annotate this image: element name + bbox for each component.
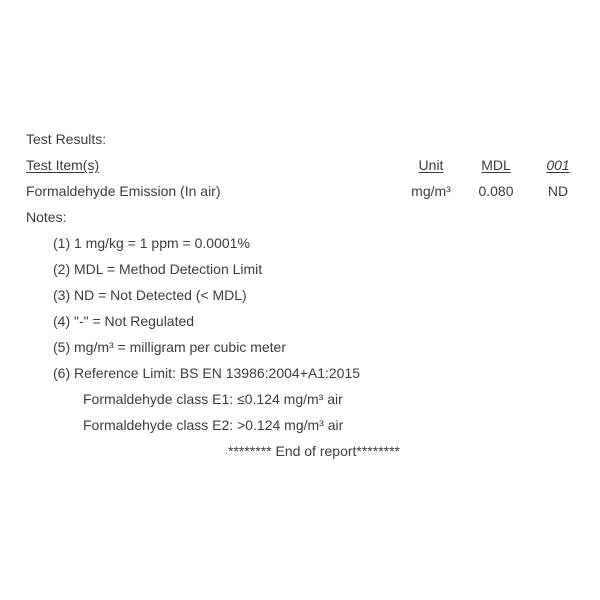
note-item-3: (3) ND = Not Detected (< MDL) [53, 287, 247, 303]
note-item-2: (2) MDL = Method Detection Limit [53, 261, 263, 277]
column-header-test-items: Test Item(s) [26, 157, 100, 173]
test-item-name: Formaldehyde Emission (In air) [26, 183, 221, 199]
column-header-mdl: MDL [481, 157, 511, 173]
table-row [0, 178, 600, 204]
notes-title: Notes: [26, 209, 67, 225]
reference-limit-class-e2: Formaldehyde class E2: >0.124 mg/m³ air [83, 417, 344, 433]
note-item-1: (1) 1 mg/kg = 1 ppm = 0.0001% [53, 235, 250, 251]
test-item-result: ND [547, 183, 569, 199]
column-header-unit: Unit [418, 157, 444, 173]
note-item-6: (6) Reference Limit: BS EN 13986:2004+A1:2015 [53, 365, 361, 381]
note-item-5: (5) mg/m³ = milligram per cubic meter [53, 339, 286, 355]
test-item-mdl: 0.080 [478, 183, 514, 199]
section-title: Test Results: [26, 131, 107, 147]
report-content [0, 126, 600, 464]
reference-limit-class-e1: Formaldehyde class E1: ≤0.124 mg/m³ air [83, 391, 343, 407]
end-of-report: ******** End of report******** [228, 443, 400, 459]
column-header-sample-001: 001 [546, 157, 570, 173]
results-table-header [0, 152, 600, 178]
test-item-unit: mg/m³ [411, 183, 451, 199]
note-item-4: (4) "-" = Not Regulated [53, 313, 195, 329]
